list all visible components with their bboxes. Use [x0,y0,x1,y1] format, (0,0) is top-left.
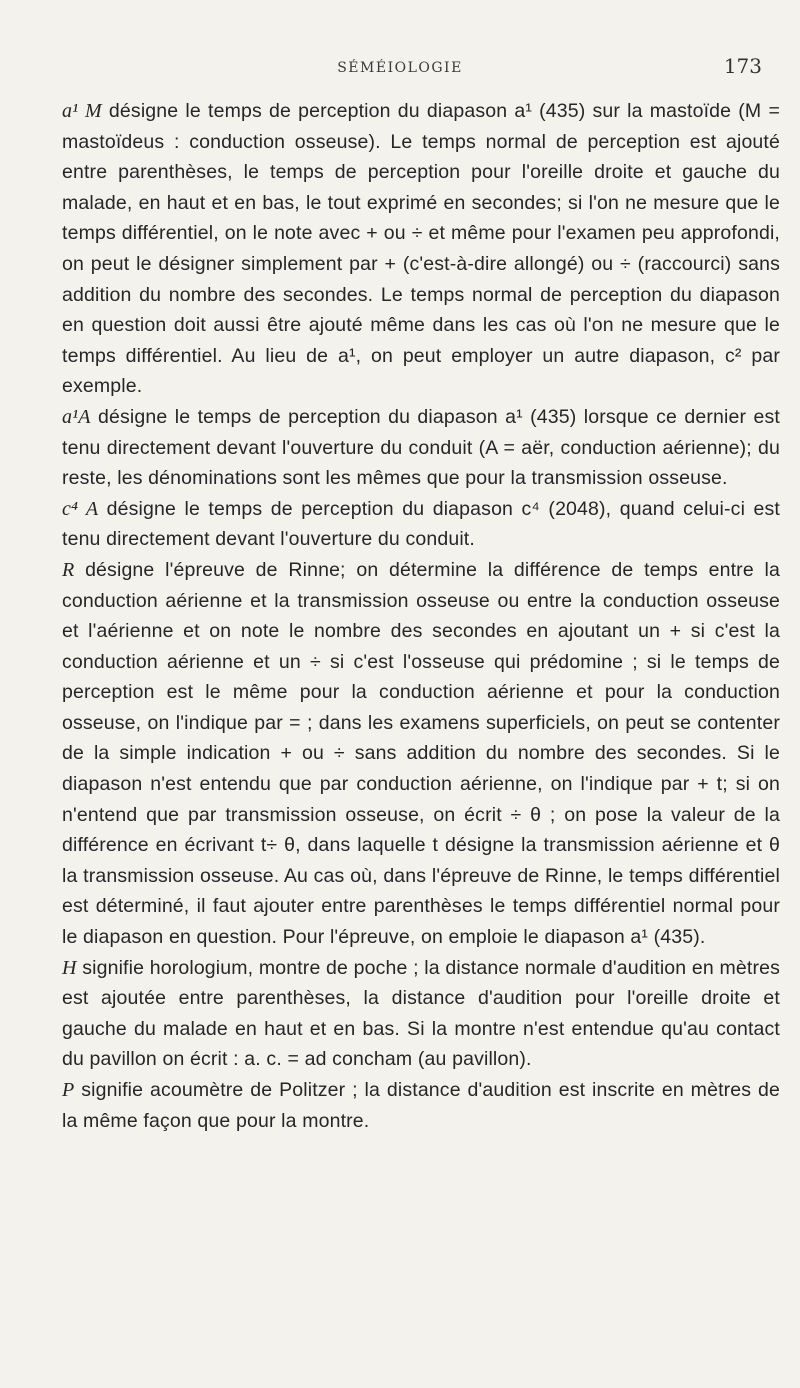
paragraph-lead: H [62,956,77,979]
paragraph-lead: R [62,558,75,581]
paragraph-mastoid [62,96,780,402]
paragraph-politzer [62,1075,780,1136]
paragraph-lead: c⁴ A [62,497,99,520]
page-number: 173 [723,54,762,78]
paragraph-lead: a¹A [62,405,91,428]
page-body [62,96,780,1136]
paragraph-rinne [62,555,780,953]
paragraph-lead: P [62,1079,75,1101]
paragraph-lead: a¹ M [62,100,102,122]
paragraph-c4 [62,494,780,555]
paragraph-text: désigne le temps de perception du diapason a¹ (435) sur la mastoïde (M = mastoïdeus : conduction osseuse). Le temps normal de perception est ajouté entre parenthèses, le temps de perception pour l'oreille droite et gauche du malade, en haut et en bas, le tout exprimé en secondes; si l'on ne mesure que le temps différentiel, on le note avec + ou ÷ et même pour l'examen peu approfondi, on peut le désigner simplement par + (c'est-à-dire allongé) ou ÷ (raccourci) sans addition du nombre des secondes. Le temps normal de perception du diapason en question doit aussi être ajouté même dans les cas où l'on ne mesure que le temps différentiel. Au lieu de a¹, on peut employer un autre diapason, c² par exemple. [62,100,780,398]
paragraph-text: signifie horologium, montre de poche ; la distance normale d'audition en mètres est ajoutée entre parenthèses, la distance d'audition pour l'oreille droite et gauche du malade en haut et en bas. Si la montre n'est entendue qu'au contact du pavillon on écrit : a. c. = ad concham (au pavillon). [62,956,780,1071]
paragraph-horologium [62,953,780,1075]
paragraph-text: désigne l'épreuve de Rinne; on détermine la différence de temps entre la conduction aérienne et la transmission osseuse ou entre la conduction osseuse et l'aérienne et on note le nombre des secondes en ajoutant un + si c'est la conduction aérienne et un ÷ si c'est l'osseuse qui prédomine ; si le temps de perception est le même pour la conduction aérienne et pour la conduction osseuse, on l'indique par = ; dans les examens superficiels, on peut se contenter de la simple indication + ou ÷ sans addition du nombre des secondes. Si le diapason n'est entendu que par conduction aérienne, on l'indique par + t; si on n'entend que par transmission osseuse, on écrit ÷ θ ; on pose la valeur de la différence en écrivant t÷ θ, dans laquelle t désigne la transmission aérienne et θ la transmission osseuse. Au cas où, dans l'épreuve de Rinne, le temps différentiel est déterminé, il faut ajouter entre parenthèses le temps différentiel normal pour le diapason en question. Pour l'épreuve, on emploie le diapason a¹ (435). [62,558,780,949]
paragraph-text: désigne le temps de perception du diapason c⁴ (2048), quand celui-ci est tenu directement devant l'ouverture du conduit. [62,497,780,551]
paragraph-text: signifie acoumètre de Politzer ; la distance d'audition est inscrite en mètres de la même façon que pour la montre. [62,1079,780,1132]
page-header [0,52,800,82]
paragraph-text: désigne le temps de perception du diapason a¹ (435) lorsque ce dernier est tenu directement devant l'ouverture du conduit (A = aër, conduction aérienne); du reste, les dénominations sont les mêmes que pour la transmission osseuse. [62,405,780,490]
running-head: SÉMÉIOLOGIE [337,60,463,76]
paragraph-aerial [62,402,780,494]
